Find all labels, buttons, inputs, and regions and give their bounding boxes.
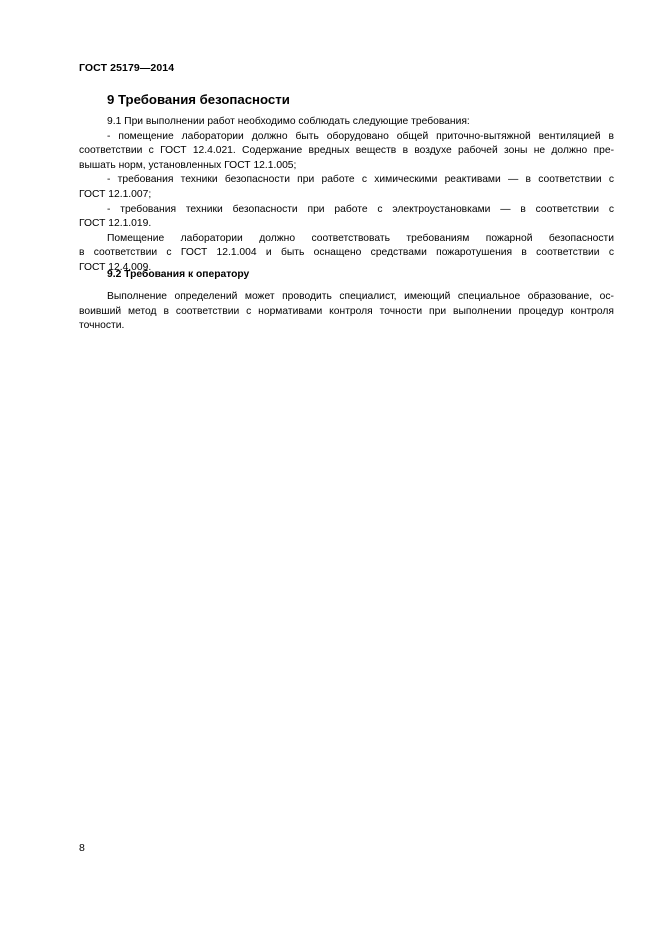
section-title: 9 Требования безопасности (107, 92, 290, 107)
document-code: ГОСТ 25179—2014 (79, 62, 175, 74)
paragraph-line: ГОСТ 12.1.019. (79, 218, 152, 230)
paragraph-line: воивший метод в соответствии с нормативами контроля точности при выполнении процедур контроля (79, 305, 614, 317)
paragraph-line: 9.1 При выполнении работ необходимо соблюдать следующие требования: (107, 116, 470, 127)
paragraph-line: Выполнение определений может проводить специалист, имеющий специальное образование, ос- (107, 291, 614, 302)
paragraph-line: - требования техники безопасности при работе с химическими реактивами — в соответствии с (107, 174, 614, 186)
page-number: 8 (79, 842, 85, 854)
paragraph-line: соответствии с ГОСТ 12.4.021. Содержание вредных веществ в воздухе рабочей зоны не должно пре- (79, 145, 614, 157)
paragraph-line: - помещение лаборатории должно быть оборудовано общей приточно-вытяжной вентиляцией в (107, 130, 614, 142)
clause-9-2 (79, 290, 614, 334)
paragraph-line: в соответствии с ГОСТ 12.1.004 и быть оснащено средствами пожаротушения в соответствии с (79, 247, 614, 259)
paragraph-line: вышать норм, установленных ГОСТ 12.1.005; (79, 159, 297, 171)
paragraph-line: точности. (79, 320, 125, 332)
clause-9-1 (79, 115, 614, 276)
paragraph-line: Помещение лаборатории должно соответствовать требованиям пожарной безопасности (107, 232, 614, 244)
subsection-title: 9.2 Требования к оператору (107, 269, 250, 280)
paragraph-line: ГОСТ 12.1.007; (79, 188, 152, 200)
paragraph-line: - требования техники безопасности при работе с электроустановками — в соответствии с (107, 203, 614, 215)
paragraph-line: ГОСТ 12.4.009. (79, 261, 152, 273)
